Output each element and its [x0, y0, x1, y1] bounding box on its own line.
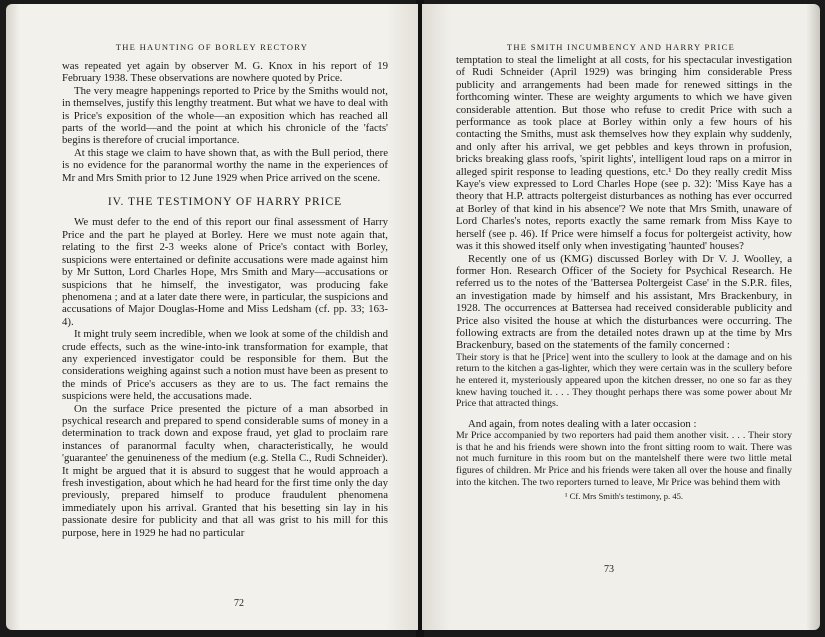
- left-running-header: THE HAUNTING OF BORLEY RECTORY: [115, 42, 309, 52]
- right-page-number: 73: [604, 564, 614, 575]
- right-paragraph: Recently one of us (KMG) discussed Borley with Dr V. J. Woolley, a former Hon. Research Officer of the Society for Psychical Research. He referred us to the notes of the 'Battersea Poltergeist Case' in the S.P.R. files, an investigation made by himself and his assistant, Mrs Brackenbury, in 1928. The occurrences at Battersea had received considerable publicity and Price also visited the house at which the disturbances were occurring. The following extracts are from the detailed notes drawn up at the time by Mrs Brackenbury, based on the statements of the family concerned :: [456, 252, 792, 352]
- left-paragraph: The very meagre happenings reported to Price by the Smiths would not, in themselves, justify this lengthy treatment. But what we have to deal with is Price's exposition of the whole—an exposition which has reached all parts of the world—and the point at which his chronicle of the 'facts' begins is therefore of crucial importance.: [62, 84, 388, 147]
- left-paragraph: was repeated yet again by observer M. G. Knox in his report of 19 February 1938. These observations are nowhere quoted by Price.: [62, 60, 388, 85]
- left-paragraph: On the surface Price presented the picture of a man absorbed in psychical research and prepared to spend considerable sums of money in a determination to track down and expose fraud, yet glad to proclaim rare instances of paranormal faculty when, characteristically, he would 'guarantee' the genuineness of the medium (e.g. Stella C., Rudi Schneider). It might be argued that it is absurd to suggest that he would approach a fresh investigation, about which he had heard for the first time only the day previously, prepared himself to produce fraudulent phenomena immediately upon his arrival. Granted that his besetting sin lay in his passionate desire for publicity and that all was grist to his mill for this purpose, here in 1929 he had no particular: [62, 402, 388, 539]
- quote-block: Mr Price accompanied by two reporters had paid them another visit. . . . Their story is that he and his friends were shown into the front sitting room to wait. There was not much furniture in this room but on the mantelshelf there were two little metal figures of children. Mr Price and his friends were taken all over the house and finally into the kitchen. The two reporters turned to leave, Mr Price was behind them with: [456, 430, 792, 488]
- left-paragraph: At this stage we claim to have shown that, as with the Bull period, there is no evidence for the paranormal worthy the name in the experiences of Mr and Mrs Smith prior to 12 June 1929 when Price arrived on the scene.: [62, 146, 388, 184]
- left-page-number: 72: [234, 598, 244, 609]
- left-page: [6, 4, 418, 630]
- right-paragraph: temptation to steal the limelight at all costs, for his spectacular investigation of Rudi Schneider (April 1929) was bringing him considerable Press publicity and arrangements had been made for renewed sittings in the forthcoming winter. These are weighty arguments to which we have given considerable attention. But those who refuse to credit Price with such a performance as took place at Borley within only a few hours of his contacting the Smiths, must ask themselves how they explain why suddenly, and only after his arrival, we get pebbles and keys thrown in profusion, bricks breaking glass roofs, 'spirit lights', intelligent loud raps on a mirror in alleged spirit response to leading questions, etc.¹ Do they really credit Miss Kaye's view expressed to Lord Charles Hope (see p. 32): 'Miss Kaye has a theory that H.P. attracts poltergeist disturbances as nothing has ever occurred at Borley of that kind in his absence'? We note that Mrs Smith, unaware of Lord Charles's notes, reports exactly the same remark from Miss Kaye to herself (see p. 46). If Price were himself a focus for poltergeist activity, how was it this showed itself only when investigating 'haunted' houses?: [456, 54, 792, 253]
- section-title: IV. THE TESTIMONY OF HARRY PRICE: [107, 196, 343, 209]
- quote-block: Their story is that he [Price] went into the scullery to look at the damage and on his return to the kitchen a gas-lighter, which they were certain was in the scullery before he entered it, mysteriously appeared upon the kitchen dresser, no one so far as they knew having touched it. . . . They thought perhaps there was some power about Mr Price that attracted things.: [456, 351, 792, 410]
- right-body: [456, 54, 792, 503]
- right-page: [422, 4, 820, 630]
- right-paragraph: And again, from notes dealing with a later occasion :: [468, 417, 697, 430]
- right-running-header: THE SMITH INCUMBENCY AND HARRY PRICE: [506, 42, 736, 52]
- left-body: [62, 60, 388, 539]
- left-paragraph: It might truly seem incredible, when we look at some of the childish and crude effects, such as the wine-into-ink transformation for example, that any experienced investigator could be responsible for them. But the considerations weighing against such a notion must have been as present to the minds of Price's accusers as they are to us. The fact remains the suspicions were held, the accusations made.: [62, 328, 388, 403]
- spacer: [456, 410, 792, 418]
- left-paragraph: We must defer to the end of this report our final assessment of Harry Price and the part he played at Borley. Here we must note again that, relating to the first 2-3 weeks alone of Price's contact with Borley, suspicions were entertained or definite accusations were made against him by Mr Sutton, Lord Charles Hope, Mrs Smith and Mary—accusations or suspicions that he himself, the investigator, was producing fake phenomena ; and at a later date there were, in particular, the suspicions and accusations of Major Douglas-Home and Miss Ledsham (cf. pp. 33; 163-4).: [62, 216, 388, 328]
- footnote: ¹ Cf. Mrs Smith's testimony, p. 45.: [564, 491, 684, 502]
